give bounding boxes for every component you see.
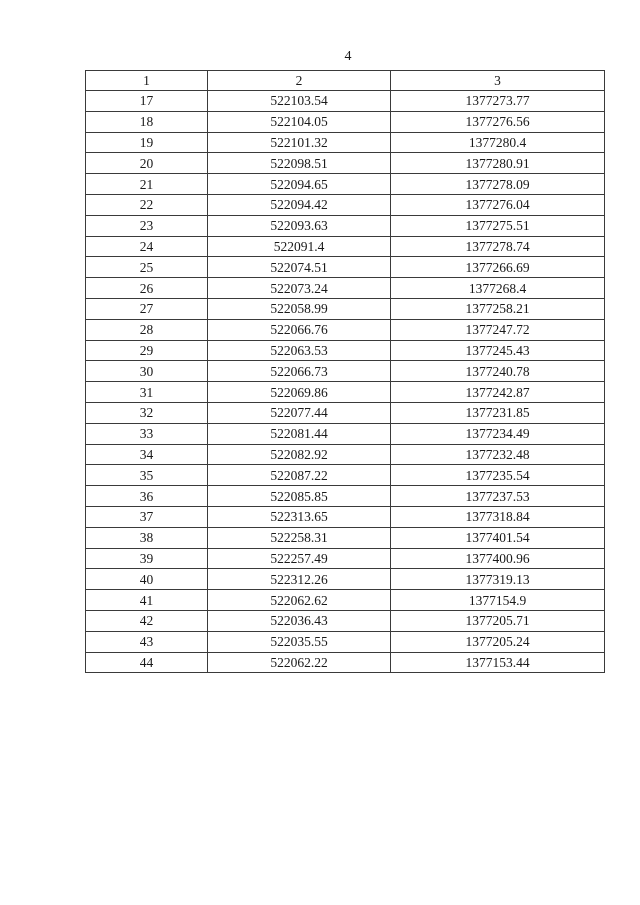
point-number-cell: 32 xyxy=(86,402,208,423)
point-number-cell: 44 xyxy=(86,652,208,673)
x-coordinate-cell: 522069.86 xyxy=(208,382,391,403)
table-row xyxy=(86,631,605,652)
y-coordinate-cell: 1377232.48 xyxy=(391,444,605,465)
x-coordinate-cell: 522103.54 xyxy=(208,91,391,112)
table-row xyxy=(86,174,605,195)
y-coordinate-cell: 1377278.74 xyxy=(391,236,605,257)
table-row xyxy=(86,610,605,631)
point-number-cell: 30 xyxy=(86,361,208,382)
table-header-row xyxy=(86,71,605,91)
point-number-cell: 28 xyxy=(86,319,208,340)
x-coordinate-cell: 522093.63 xyxy=(208,215,391,236)
x-coordinate-cell: 522104.05 xyxy=(208,111,391,132)
table-row xyxy=(86,257,605,278)
point-number-cell: 36 xyxy=(86,486,208,507)
table-row xyxy=(86,153,605,174)
point-number-cell: 39 xyxy=(86,548,208,569)
x-coordinate-cell: 522062.62 xyxy=(208,590,391,611)
point-number-cell: 17 xyxy=(86,91,208,112)
y-coordinate-cell: 1377153.44 xyxy=(391,652,605,673)
x-coordinate-cell: 522074.51 xyxy=(208,257,391,278)
y-coordinate-cell: 1377276.04 xyxy=(391,194,605,215)
table-row xyxy=(86,465,605,486)
point-number-cell: 42 xyxy=(86,610,208,631)
x-coordinate-cell: 522066.73 xyxy=(208,361,391,382)
table-row xyxy=(86,236,605,257)
y-coordinate-cell: 1377231.85 xyxy=(391,402,605,423)
y-coordinate-cell: 1377400.96 xyxy=(391,548,605,569)
table-row xyxy=(86,111,605,132)
table-row xyxy=(86,527,605,548)
table-row xyxy=(86,569,605,590)
y-coordinate-cell: 1377275.51 xyxy=(391,215,605,236)
x-coordinate-cell: 522077.44 xyxy=(208,402,391,423)
y-coordinate-cell: 1377319.13 xyxy=(391,569,605,590)
point-number-cell: 41 xyxy=(86,590,208,611)
y-coordinate-cell: 1377154.9 xyxy=(391,590,605,611)
table-row xyxy=(86,382,605,403)
y-coordinate-cell: 1377273.77 xyxy=(391,91,605,112)
x-coordinate-cell: 522082.92 xyxy=(208,444,391,465)
x-coordinate-cell: 522098.51 xyxy=(208,153,391,174)
point-number-cell: 26 xyxy=(86,278,208,299)
table-row xyxy=(86,91,605,112)
table-row xyxy=(86,194,605,215)
table-row xyxy=(86,444,605,465)
point-number-cell: 23 xyxy=(86,215,208,236)
y-coordinate-cell: 1377242.87 xyxy=(391,382,605,403)
y-coordinate-cell: 1377235.54 xyxy=(391,465,605,486)
x-coordinate-cell: 522063.53 xyxy=(208,340,391,361)
table-row xyxy=(86,506,605,527)
point-number-cell: 40 xyxy=(86,569,208,590)
point-number-cell: 37 xyxy=(86,506,208,527)
coordinates-table xyxy=(85,70,605,673)
x-coordinate-cell: 522091.4 xyxy=(208,236,391,257)
point-number-cell: 38 xyxy=(86,527,208,548)
point-number-cell: 24 xyxy=(86,236,208,257)
y-coordinate-cell: 1377278.09 xyxy=(391,174,605,195)
x-coordinate-cell: 522094.42 xyxy=(208,194,391,215)
x-coordinate-cell: 522081.44 xyxy=(208,423,391,444)
table-row xyxy=(86,361,605,382)
y-coordinate-cell: 1377205.24 xyxy=(391,631,605,652)
x-coordinate-cell: 522258.31 xyxy=(208,527,391,548)
x-coordinate-cell: 522036.43 xyxy=(208,610,391,631)
table-row xyxy=(86,319,605,340)
point-number-cell: 31 xyxy=(86,382,208,403)
page-number: 4 xyxy=(344,49,352,64)
y-coordinate-cell: 1377401.54 xyxy=(391,527,605,548)
point-number-cell: 35 xyxy=(86,465,208,486)
table-row xyxy=(86,132,605,153)
x-coordinate-cell: 522087.22 xyxy=(208,465,391,486)
x-coordinate-cell: 522101.32 xyxy=(208,132,391,153)
y-coordinate-cell: 1377266.69 xyxy=(391,257,605,278)
point-number-cell: 34 xyxy=(86,444,208,465)
y-coordinate-cell: 1377240.78 xyxy=(391,361,605,382)
x-coordinate-cell: 522062.22 xyxy=(208,652,391,673)
x-coordinate-cell: 522094.65 xyxy=(208,174,391,195)
point-number-cell: 20 xyxy=(86,153,208,174)
column-header-3: 3 xyxy=(391,71,605,91)
y-coordinate-cell: 1377318.84 xyxy=(391,506,605,527)
table-row xyxy=(86,548,605,569)
table-row xyxy=(86,278,605,299)
x-coordinate-cell: 522066.76 xyxy=(208,319,391,340)
table-row xyxy=(86,402,605,423)
table-row xyxy=(86,486,605,507)
x-coordinate-cell: 522312.26 xyxy=(208,569,391,590)
table-body xyxy=(86,91,605,673)
point-number-cell: 22 xyxy=(86,194,208,215)
point-number-cell: 29 xyxy=(86,340,208,361)
y-coordinate-cell: 1377258.21 xyxy=(391,298,605,319)
table-row xyxy=(86,215,605,236)
x-coordinate-cell: 522085.85 xyxy=(208,486,391,507)
y-coordinate-cell: 1377247.72 xyxy=(391,319,605,340)
x-coordinate-cell: 522257.49 xyxy=(208,548,391,569)
y-coordinate-cell: 1377280.91 xyxy=(391,153,605,174)
table-row xyxy=(86,652,605,673)
point-number-cell: 33 xyxy=(86,423,208,444)
x-coordinate-cell: 522058.99 xyxy=(208,298,391,319)
point-number-cell: 27 xyxy=(86,298,208,319)
point-number-cell: 19 xyxy=(86,132,208,153)
y-coordinate-cell: 1377280.4 xyxy=(391,132,605,153)
x-coordinate-cell: 522035.55 xyxy=(208,631,391,652)
y-coordinate-cell: 1377268.4 xyxy=(391,278,605,299)
y-coordinate-cell: 1377276.56 xyxy=(391,111,605,132)
table-row xyxy=(86,590,605,611)
point-number-cell: 25 xyxy=(86,257,208,278)
point-number-cell: 21 xyxy=(86,174,208,195)
table-row xyxy=(86,423,605,444)
column-header-2: 2 xyxy=(208,71,391,91)
y-coordinate-cell: 1377205.71 xyxy=(391,610,605,631)
point-number-cell: 18 xyxy=(86,111,208,132)
table-row xyxy=(86,340,605,361)
y-coordinate-cell: 1377237.53 xyxy=(391,486,605,507)
x-coordinate-cell: 522313.65 xyxy=(208,506,391,527)
column-header-1: 1 xyxy=(86,71,208,91)
y-coordinate-cell: 1377234.49 xyxy=(391,423,605,444)
x-coordinate-cell: 522073.24 xyxy=(208,278,391,299)
point-number-cell: 43 xyxy=(86,631,208,652)
table-row xyxy=(86,298,605,319)
y-coordinate-cell: 1377245.43 xyxy=(391,340,605,361)
